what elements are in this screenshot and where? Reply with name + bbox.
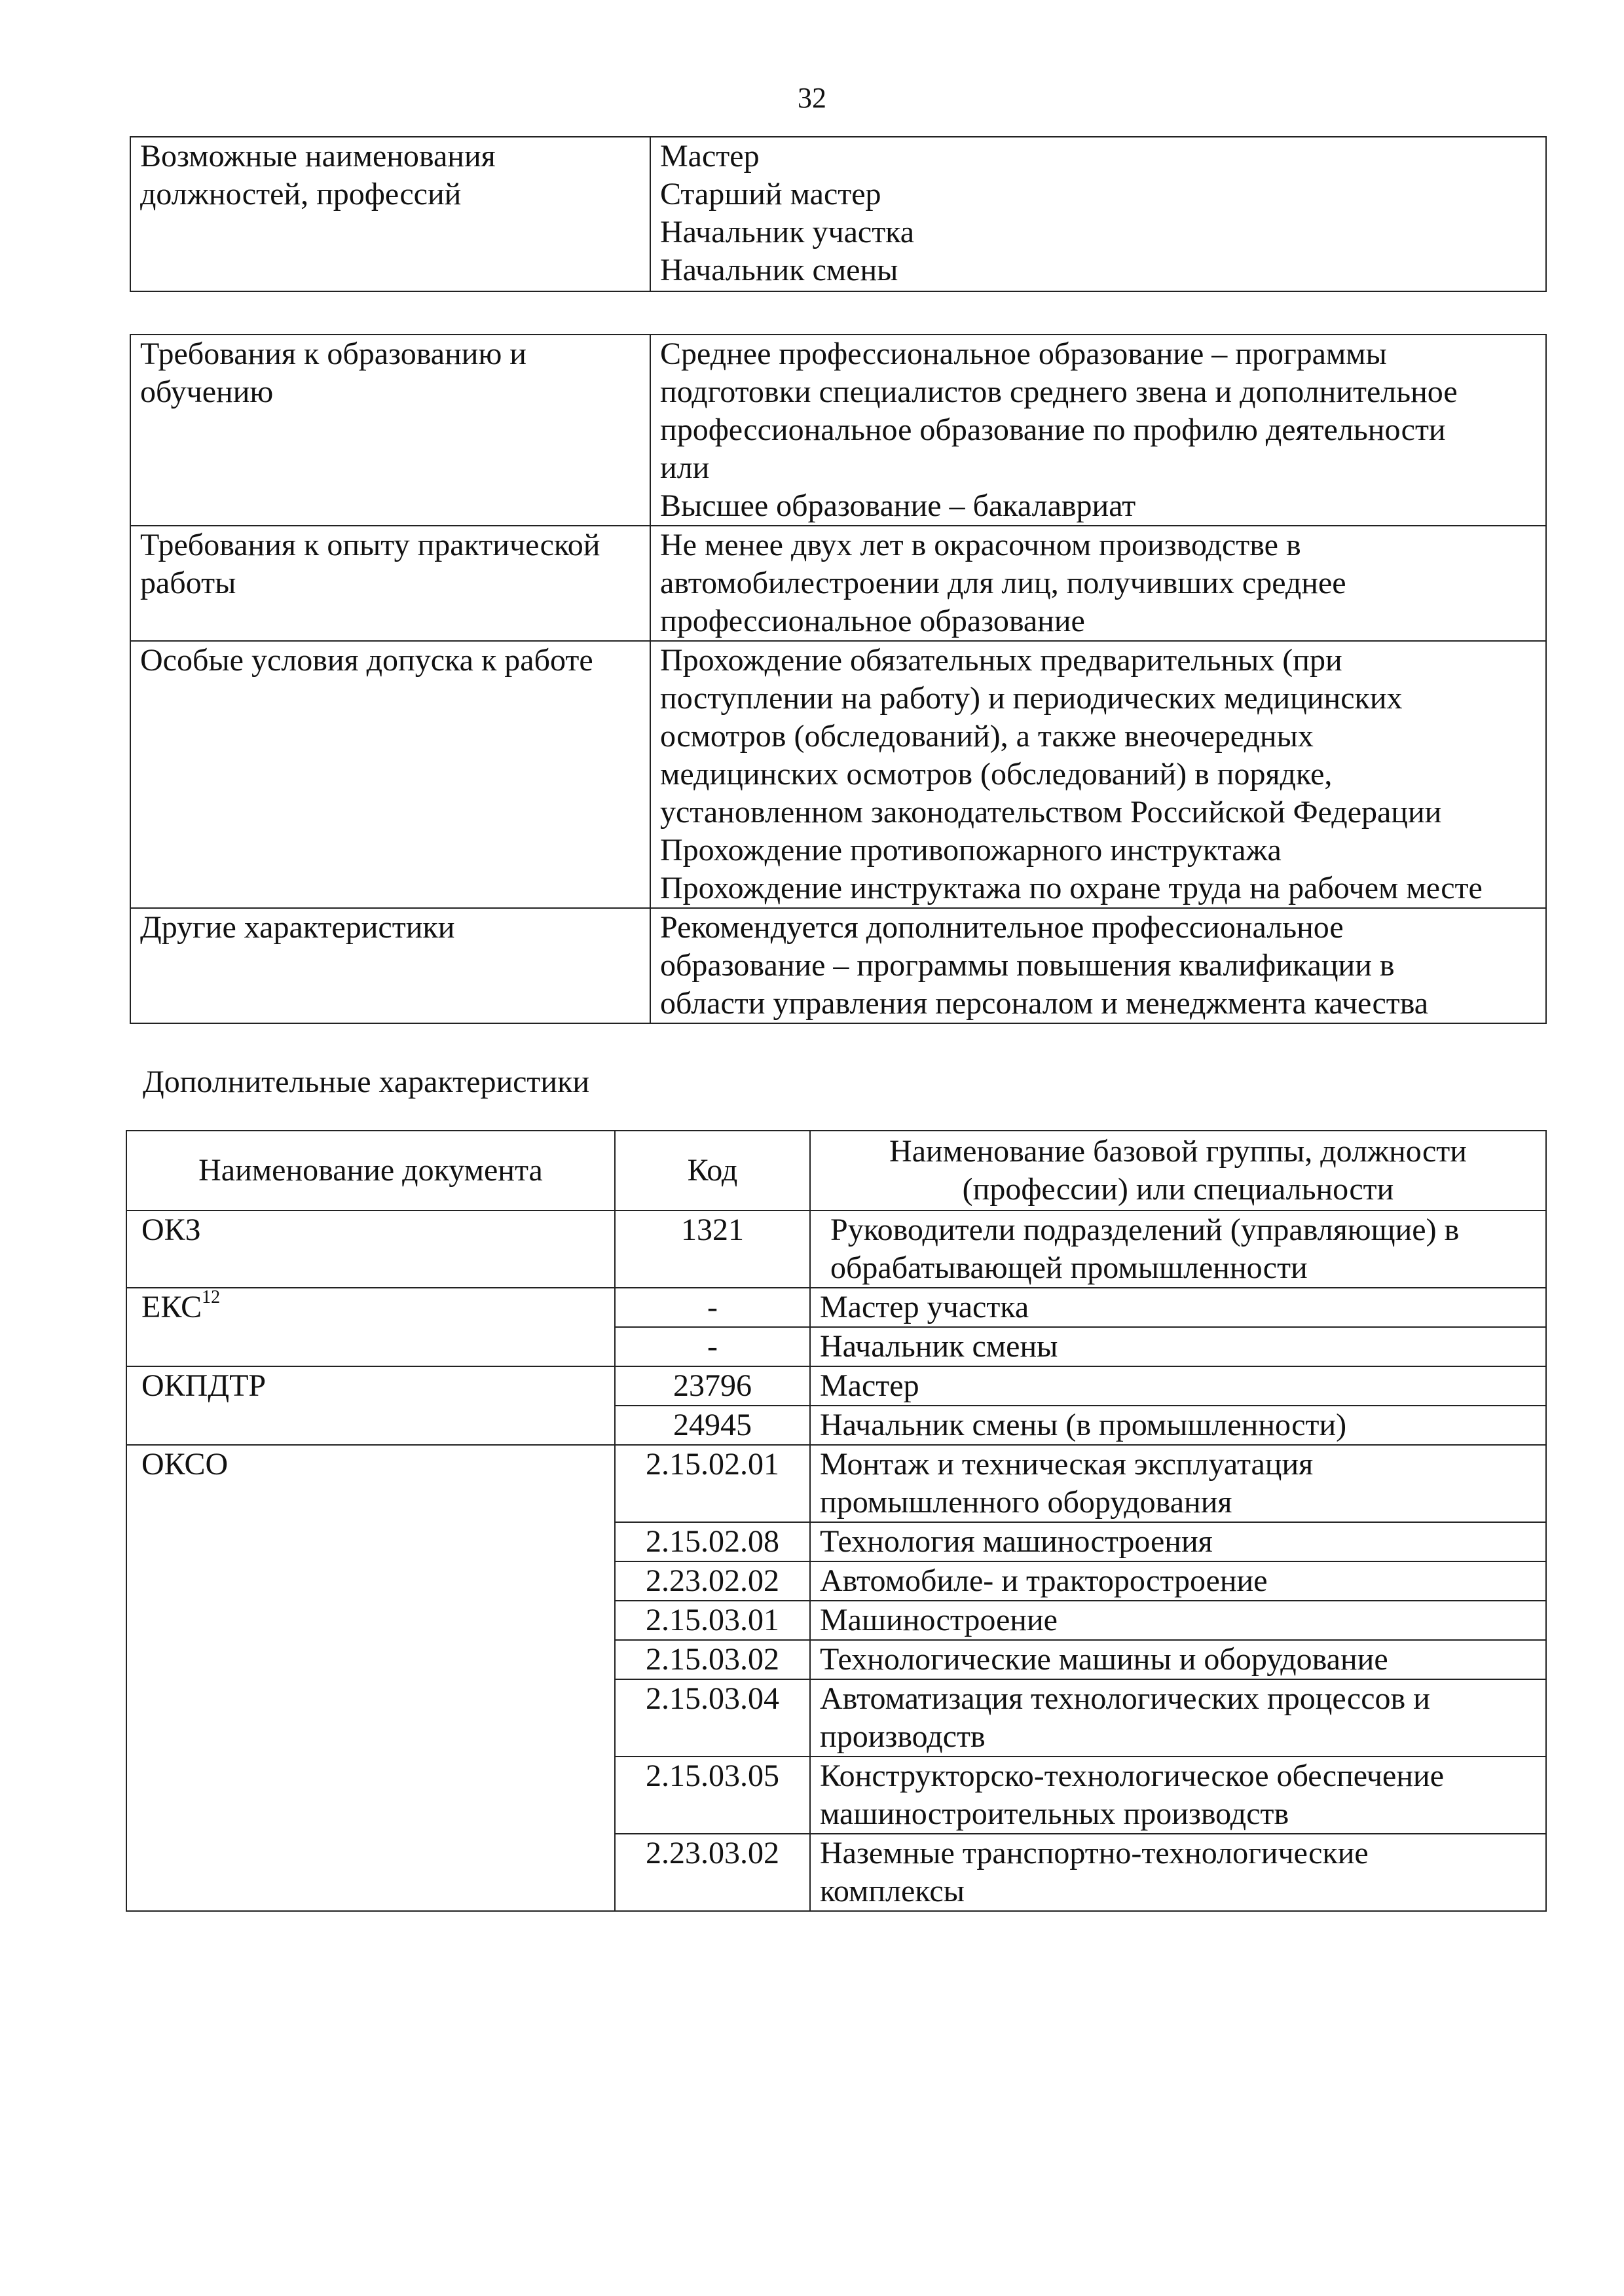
positions-label-cell bbox=[130, 137, 650, 291]
name-line: Автоматизация технологических процессов и bbox=[820, 1681, 1430, 1716]
value-line: Среднее профессиональное образование – программы bbox=[660, 337, 1387, 371]
requirement-label-cell bbox=[130, 526, 650, 641]
code-cell: 2.15.03.04 bbox=[615, 1679, 810, 1757]
label-line: работы bbox=[140, 566, 236, 600]
table-row bbox=[126, 1288, 1546, 1327]
value-line: профессиональное образование bbox=[660, 604, 1085, 638]
requirement-label-cell bbox=[130, 335, 650, 526]
code-cell: 23796 bbox=[615, 1366, 810, 1406]
name-line: Руководители подразделений (управляющие) в bbox=[830, 1212, 1460, 1247]
code-cell: 2.15.02.08 bbox=[615, 1522, 810, 1561]
name-cell bbox=[810, 1834, 1546, 1911]
code-cell: 2.15.03.05 bbox=[615, 1757, 810, 1834]
label-line: Требования к образованию и bbox=[140, 337, 526, 371]
name-line: Мастер bbox=[820, 1368, 919, 1403]
name-cell bbox=[810, 1327, 1546, 1366]
table-row bbox=[130, 137, 1546, 291]
positions-table bbox=[130, 136, 1547, 292]
value-line: Прохождение противопожарного инструктажа bbox=[660, 833, 1282, 867]
requirement-value-cell bbox=[650, 908, 1546, 1023]
position-title: Мастер bbox=[660, 139, 760, 173]
header-line: Наименование базовой группы, должности bbox=[889, 1134, 1467, 1169]
name-line: комплексы bbox=[820, 1874, 965, 1908]
name-cell bbox=[810, 1601, 1546, 1640]
value-line: Прохождение обязательных предварительных (при bbox=[660, 643, 1342, 678]
value-line: Не менее двух лет в окрасочном производстве в bbox=[660, 528, 1301, 562]
name-line: Конструкторско-технологическое обеспечение bbox=[820, 1758, 1445, 1793]
name-line: обрабатывающей промышленности bbox=[830, 1250, 1308, 1285]
name-cell bbox=[810, 1406, 1546, 1445]
requirement-label-cell bbox=[130, 908, 650, 1023]
value-line: Рекомендуется дополнительное профессиональное bbox=[660, 910, 1344, 945]
table-row bbox=[130, 335, 1546, 526]
requirement-value-cell bbox=[650, 335, 1546, 526]
positions-value-cell bbox=[650, 137, 1546, 291]
name-line: Технология машиностроения bbox=[820, 1524, 1213, 1559]
value-line: медицинских осмотров (обследований) в порядке, bbox=[660, 757, 1333, 792]
page-number: 32 bbox=[798, 82, 826, 114]
value-line: подготовки специалистов среднего звена и дополнительное bbox=[660, 374, 1458, 409]
document-cell: ОКЗ bbox=[126, 1211, 615, 1288]
code-cell: 2.15.02.01 bbox=[615, 1445, 810, 1522]
value-line: автомобилестроении для лиц, получивших среднее bbox=[660, 566, 1346, 600]
column-header-document: Наименование документа bbox=[126, 1131, 615, 1211]
label-line: Возможные наименования bbox=[140, 139, 496, 173]
name-line: Технологические машины и оборудование bbox=[820, 1642, 1388, 1677]
label-line: обучению bbox=[140, 374, 274, 409]
name-line: машиностроительных производств bbox=[820, 1796, 1289, 1831]
value-line: области управления персоналом и менеджмента качества bbox=[660, 986, 1429, 1021]
name-line: Начальник смены (в промышленности) bbox=[820, 1408, 1347, 1442]
position-title: Старший мастер bbox=[660, 177, 881, 211]
code-cell: 2.23.03.02 bbox=[615, 1834, 810, 1911]
value-line: поступлении на работу) и периодических медицинских bbox=[660, 681, 1403, 716]
position-title: Начальник смены bbox=[660, 253, 898, 287]
requirement-value-cell bbox=[650, 526, 1546, 641]
document-cell: ОКПДТР bbox=[126, 1366, 615, 1445]
position-title: Начальник участка bbox=[660, 215, 915, 249]
name-cell bbox=[810, 1757, 1546, 1834]
name-cell bbox=[810, 1211, 1546, 1288]
additional-characteristics-table bbox=[126, 1130, 1547, 1912]
code-cell: 1321 bbox=[615, 1211, 810, 1288]
name-line: Мастер участка bbox=[820, 1290, 1029, 1324]
table-header-row bbox=[126, 1131, 1546, 1211]
name-line: Монтаж и техническая эксплуатация bbox=[820, 1447, 1314, 1482]
label-line: Требования к опыту практической bbox=[140, 528, 600, 562]
name-cell bbox=[810, 1288, 1546, 1327]
label-line: Особые условия допуска к работе bbox=[140, 643, 593, 678]
table-row bbox=[126, 1445, 1546, 1522]
document-name: ЕКС bbox=[141, 1290, 202, 1324]
table-row bbox=[126, 1366, 1546, 1406]
requirement-value-cell bbox=[650, 641, 1546, 908]
code-cell: 2.15.03.02 bbox=[615, 1640, 810, 1679]
code-cell: 24945 bbox=[615, 1406, 810, 1445]
code-cell: - bbox=[615, 1288, 810, 1327]
label-line: должностей, профессий bbox=[140, 177, 462, 211]
requirement-label-cell bbox=[130, 641, 650, 908]
name-line: Машиностроение bbox=[820, 1603, 1058, 1637]
column-header-name bbox=[810, 1131, 1546, 1211]
table-row bbox=[130, 641, 1546, 908]
name-line: промышленного оборудования bbox=[820, 1485, 1232, 1520]
name-cell bbox=[810, 1561, 1546, 1601]
table-row bbox=[130, 908, 1546, 1023]
name-line: Наземные транспортно-технологические bbox=[820, 1836, 1369, 1870]
value-line: Высшее образование – бакалавриат bbox=[660, 488, 1136, 523]
footnote-mark: 12 bbox=[202, 1287, 221, 1307]
name-cell bbox=[810, 1366, 1546, 1406]
value-line: образование – программы повышения квалификации в bbox=[660, 948, 1395, 983]
document-cell: ОКСО bbox=[126, 1445, 615, 1911]
document-cell bbox=[126, 1288, 615, 1366]
value-line: осмотров (обследований), а также внеочередных bbox=[660, 719, 1314, 754]
name-cell bbox=[810, 1522, 1546, 1561]
value-line: Прохождение инструктажа по охране труда на рабочем месте bbox=[660, 871, 1483, 905]
section-heading: Дополнительные характеристики bbox=[143, 1065, 590, 1099]
requirements-table bbox=[130, 334, 1547, 1024]
code-cell: 2.15.03.01 bbox=[615, 1601, 810, 1640]
label-line: Другие характеристики bbox=[140, 910, 455, 945]
name-cell bbox=[810, 1445, 1546, 1522]
name-cell bbox=[810, 1640, 1546, 1679]
value-line: профессиональное образование по профилю деятельности bbox=[660, 412, 1446, 447]
value-line: установленном законодательством Российской Федерации bbox=[660, 795, 1442, 829]
name-line: производств bbox=[820, 1719, 986, 1754]
table-row bbox=[126, 1211, 1546, 1288]
name-line: Автомобиле- и тракторостроение bbox=[820, 1563, 1268, 1598]
header-line: (профессии) или специальности bbox=[962, 1172, 1394, 1207]
column-header-code: Код bbox=[615, 1131, 810, 1211]
code-cell: 2.23.02.02 bbox=[615, 1561, 810, 1601]
table-row bbox=[130, 526, 1546, 641]
code-cell: - bbox=[615, 1327, 810, 1366]
value-line: или bbox=[660, 450, 710, 485]
name-cell bbox=[810, 1679, 1546, 1757]
name-line: Начальник смены bbox=[820, 1329, 1058, 1364]
